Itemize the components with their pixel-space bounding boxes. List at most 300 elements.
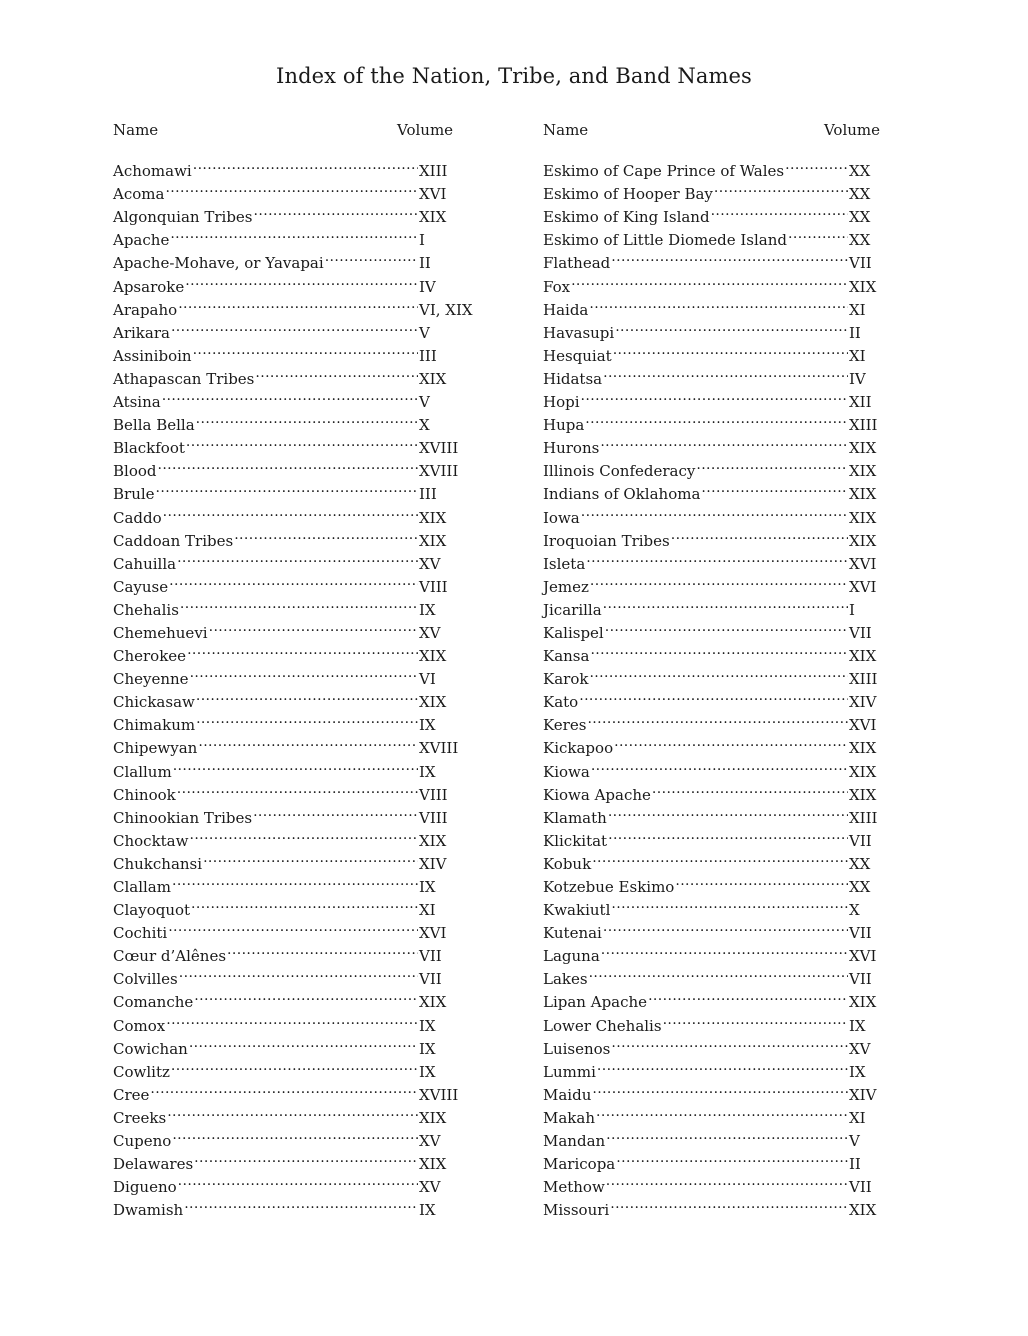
dot-leader (253, 800, 418, 823)
dot-leader (581, 499, 848, 522)
dot-leader (601, 938, 848, 961)
entry-name: Chinook (113, 785, 176, 804)
entry-name: Cahuilla (113, 554, 177, 573)
page-title: Index of the Nation, Tribe, and Band Names (276, 64, 752, 88)
entry-volume: V (419, 323, 430, 342)
dot-leader (711, 199, 848, 222)
dot-leader (675, 869, 848, 892)
entry-name: Eskimo of Hooper Bay (543, 185, 713, 204)
dot-leader (162, 384, 418, 407)
entry-name: Eskimo of Cape Prince of Wales (543, 162, 785, 181)
entry-volume: VII (419, 970, 442, 989)
dot-leader (177, 546, 418, 569)
dot-leader (714, 176, 848, 199)
index-entry (543, 315, 880, 342)
entry-name: Lakes (543, 970, 588, 989)
dot-leader (196, 707, 418, 730)
entry-name: Kiowa Apache (543, 785, 651, 804)
name-column-heading: Name (113, 121, 159, 139)
entry-volume: XX (849, 878, 871, 896)
entry-name: Hurons (543, 439, 600, 458)
dot-leader (701, 476, 848, 499)
name-column-heading: Name (543, 121, 589, 139)
dot-leader (194, 984, 418, 1007)
column-header (113, 121, 473, 141)
dot-leader (156, 476, 418, 499)
entry-name: Apsaroke (113, 277, 185, 296)
dot-leader (590, 569, 848, 592)
entry-name: Kotzebue Eskimo (543, 878, 675, 896)
index-entry (543, 638, 880, 666)
entry-volume: VII (849, 924, 872, 943)
entry-volume: XIII (849, 670, 878, 689)
dot-leader (185, 268, 418, 291)
index-entry (543, 730, 880, 758)
dot-leader (589, 292, 848, 315)
entry-volume: II (419, 254, 431, 273)
entry-name: Caddoan Tribes (113, 531, 234, 550)
entry-name: Arikara (113, 323, 170, 342)
entry-volume: XX (849, 162, 871, 181)
index-entry (543, 499, 880, 527)
entry-name: Chipewyan (113, 739, 198, 758)
entry-volume: XII (849, 393, 872, 412)
entry-name: Kwakiutl (543, 901, 611, 920)
entry-volume: XIX (419, 508, 447, 527)
entry-volume: XIX (849, 531, 877, 550)
dot-leader (614, 730, 848, 753)
entry-name: Comanche (113, 993, 194, 1012)
index-entry (543, 292, 880, 319)
dot-leader (190, 661, 418, 684)
index-entry (543, 846, 880, 873)
dot-leader (587, 707, 848, 730)
entry-volume: XIII (849, 416, 878, 435)
entry-name: Cheyenne (113, 670, 189, 689)
dot-leader (325, 245, 418, 268)
entry-volume: XX (849, 854, 871, 873)
dot-leader (193, 338, 418, 361)
entry-volume: XV (419, 1178, 441, 1197)
entry-volume: I (849, 600, 855, 619)
dot-leader (180, 592, 418, 615)
dot-leader (579, 684, 848, 707)
entry-name: Colvilles (113, 970, 178, 989)
entry-volume: XIX (419, 1155, 447, 1174)
entry-volume: XIX (419, 831, 447, 850)
dot-leader (610, 1192, 848, 1215)
dot-leader (165, 176, 418, 199)
entry-name: Cherokee (113, 647, 187, 666)
dot-leader (254, 199, 418, 222)
dot-leader (171, 315, 418, 338)
entry-volume: IX (849, 1062, 866, 1081)
index-entry (543, 753, 880, 781)
dot-leader (590, 638, 848, 661)
entry-volume: XI (849, 300, 866, 319)
entry-volume: XV (419, 1132, 441, 1151)
entry-name: Assiniboin (113, 346, 192, 365)
entry-name: Klickitat (543, 831, 608, 850)
entry-volume: XI (849, 1108, 866, 1127)
dot-leader (150, 1077, 418, 1100)
entry-name: Cupeno (113, 1132, 172, 1151)
entry-volume: VII (849, 1178, 872, 1197)
dot-leader (189, 1031, 418, 1054)
dot-leader (589, 961, 848, 984)
entry-name: Cowlitz (113, 1062, 170, 1081)
entry-volume: XVIII (419, 1085, 459, 1104)
entry-volume: XVI (849, 947, 877, 966)
entry-name: Cayuse (113, 577, 169, 596)
entry-name: Kato (543, 693, 579, 712)
entry-name: Methow (543, 1178, 605, 1197)
entry-name: Jemez (543, 577, 589, 596)
dot-leader (611, 245, 848, 268)
dot-leader (615, 315, 848, 338)
entry-volume: IV (419, 277, 436, 296)
dot-leader (611, 1031, 848, 1054)
entry-name: Acoma (113, 185, 165, 204)
entry-name: Chehalis (113, 600, 179, 619)
entry-name: Kalispel (543, 623, 604, 642)
entry-volume: VII (849, 970, 872, 989)
entry-name: Eskimo of King Island (543, 208, 710, 227)
index-entry-list (113, 153, 473, 1220)
entry-volume: V (419, 393, 430, 412)
entry-name: Missouri (543, 1201, 610, 1220)
dot-leader (198, 730, 418, 753)
entry-name: Apache (113, 231, 170, 250)
entry-volume: VII (849, 831, 872, 850)
dot-leader (603, 361, 848, 384)
entry-name: Kobuk (543, 854, 592, 873)
entry-volume: VI, XIX (419, 300, 473, 319)
entry-volume: III (419, 346, 437, 365)
dot-leader (178, 1169, 418, 1192)
entry-volume: XX (849, 208, 871, 227)
entry-name: Lower Chehalis (543, 1016, 662, 1035)
volume-column-heading: Volume (397, 121, 454, 139)
entry-name: Clallam (113, 878, 171, 896)
entry-name: Clayoquot (113, 901, 191, 920)
dot-leader (179, 961, 418, 984)
entry-name: Luisenos (543, 1039, 611, 1058)
entry-name: Cochiti (113, 924, 168, 943)
index-entry (543, 546, 880, 573)
dot-leader (169, 569, 418, 592)
dot-leader (613, 338, 848, 361)
entry-volume: XIX (849, 762, 877, 781)
entry-name: Blackfoot (113, 439, 185, 458)
index-entry (543, 707, 880, 735)
entry-name: Hidatsa (543, 369, 603, 388)
entry-name: Dwamish (113, 1201, 184, 1220)
index-column-left (113, 121, 473, 1220)
entry-volume: XIX (849, 647, 877, 666)
entry-name: Lummi (543, 1062, 596, 1081)
entry-volume: XVIII (419, 739, 459, 758)
entry-volume: XIX (419, 993, 447, 1012)
entry-name: Chukchansi (113, 854, 203, 873)
entry-name: Arapaho (113, 300, 178, 319)
index-entry (543, 777, 880, 804)
entry-name: Maricopa (543, 1155, 616, 1174)
entry-volume: I (419, 231, 425, 250)
entry-name: Brule (113, 485, 155, 504)
dot-leader (191, 892, 418, 915)
entry-volume: IX (419, 1062, 436, 1081)
entry-name: Illinois Confederacy (543, 462, 696, 481)
dot-leader (186, 430, 418, 453)
column-header (543, 121, 880, 141)
dot-leader (785, 153, 848, 176)
dot-leader (178, 292, 418, 315)
entry-name: Kiowa (543, 762, 590, 781)
entry-volume: XIX (419, 208, 447, 227)
entry-volume: X (849, 901, 860, 920)
index-entry-list (543, 153, 880, 1220)
entry-name: Chinookian Tribes (113, 808, 253, 827)
entry-volume: XIX (419, 647, 447, 666)
entry-volume: XIX (849, 508, 877, 527)
entry-volume: XI (849, 346, 866, 365)
entry-name: Flathead (543, 254, 611, 273)
entry-volume: XVI (849, 716, 877, 735)
entry-volume: XIX (849, 785, 877, 804)
entry-volume: VII (849, 254, 872, 273)
entry-name: Bella Bella (113, 416, 195, 435)
entry-volume: IX (419, 716, 436, 735)
entry-name: Achomawi (113, 162, 192, 181)
entry-volume: XIV (849, 1085, 877, 1104)
entry-volume: VII (419, 947, 442, 966)
entry-volume: VIII (419, 785, 448, 804)
entry-volume: XVI (419, 924, 447, 943)
dot-leader (671, 523, 848, 546)
dot-leader (585, 407, 848, 430)
dot-leader (663, 1007, 848, 1030)
entry-volume: VII (849, 623, 872, 642)
entry-volume: XIX (419, 531, 447, 550)
entry-volume: XIX (419, 369, 447, 388)
entry-name: Hupa (543, 416, 585, 435)
entry-name: Blood (113, 462, 157, 481)
entry-name: Haida (543, 300, 589, 319)
entry-name: Eskimo of Little Diomede Island (543, 231, 787, 250)
entry-volume: IX (419, 762, 436, 781)
entry-volume: XX (849, 231, 871, 250)
entry-volume: VIII (419, 808, 448, 827)
dot-leader (189, 823, 418, 846)
dot-leader (170, 222, 418, 245)
dot-leader (596, 1100, 848, 1123)
entry-name: Digueno (113, 1178, 177, 1197)
dot-leader (592, 846, 848, 869)
entry-volume: III (419, 485, 437, 504)
entry-volume: XIII (419, 162, 448, 181)
entry-volume: VIII (419, 577, 448, 596)
dot-leader (194, 1146, 418, 1169)
index-entry (543, 384, 880, 412)
entry-volume: XIX (849, 439, 877, 458)
entry-volume: XI (419, 901, 436, 920)
entry-name: Chickasaw (113, 693, 195, 712)
dot-leader (603, 915, 848, 938)
dot-leader (581, 384, 848, 407)
entry-name: Keres (543, 716, 587, 735)
dot-leader (605, 615, 848, 638)
dot-leader (172, 1123, 418, 1146)
entry-name: Iroquoian Tribes (543, 531, 670, 550)
index-entry (543, 869, 880, 896)
entry-volume: XIV (419, 854, 447, 873)
entry-volume: XVIII (419, 462, 459, 481)
dot-leader (163, 499, 418, 522)
entry-volume: IX (419, 1016, 436, 1035)
dot-leader (193, 153, 418, 176)
dot-leader (196, 407, 418, 430)
dot-leader (586, 546, 848, 569)
dot-leader (696, 453, 848, 476)
index-entry (113, 153, 473, 181)
dot-leader (187, 638, 418, 661)
index-entry (543, 268, 880, 296)
entry-name: Comox (113, 1016, 166, 1035)
entry-name: Caddo (113, 508, 162, 527)
entry-name: Laguna (543, 947, 600, 966)
entry-name: Cree (113, 1085, 150, 1104)
dot-leader (788, 222, 848, 245)
dot-leader (173, 753, 418, 776)
index-entry (543, 1077, 880, 1104)
index-entry (543, 592, 880, 619)
entry-name: Hesquiat (543, 346, 612, 365)
entry-volume: IX (419, 878, 436, 896)
volume-column-heading: Volume (823, 121, 880, 139)
entry-name: Indians of Oklahoma (543, 485, 701, 504)
index-entry (543, 1100, 880, 1127)
index-entry (543, 523, 880, 550)
entry-volume: XIX (849, 739, 877, 758)
dot-leader (196, 684, 418, 707)
dot-leader (168, 915, 418, 938)
entry-name: Isleta (543, 554, 586, 573)
dot-leader (616, 1146, 848, 1169)
dot-leader (608, 800, 848, 823)
entry-volume: II (849, 1155, 861, 1174)
entry-name: Karok (543, 670, 589, 689)
entry-volume: XIX (419, 693, 447, 712)
entry-name: Iowa (543, 508, 580, 527)
entry-name: Athapascan Tribes (113, 369, 255, 388)
entry-name: Apache-Mohave, or Yavapai (113, 254, 324, 273)
dot-leader (184, 1192, 418, 1215)
entry-volume: XV (419, 623, 441, 642)
entry-name: Mandan (543, 1132, 606, 1151)
entry-volume: XIX (849, 485, 877, 504)
dot-leader (172, 869, 418, 892)
index-entry (543, 153, 880, 181)
entry-volume: X (419, 416, 430, 435)
dot-leader (177, 777, 418, 800)
entry-name: Kutenai (543, 924, 602, 943)
entry-volume: IX (419, 600, 436, 619)
dot-leader (589, 661, 848, 684)
entry-name: Kickapoo (543, 739, 614, 758)
entry-name: Maidu (543, 1085, 592, 1104)
dot-leader (255, 361, 418, 384)
index-entry (543, 984, 880, 1012)
entry-name: Delawares (113, 1155, 194, 1174)
dot-leader (600, 430, 848, 453)
entry-volume: IX (419, 1201, 436, 1220)
entry-name: Fox (543, 277, 571, 296)
entry-volume: IX (849, 1016, 866, 1035)
dot-leader (606, 1169, 848, 1192)
entry-name: Clallum (113, 762, 172, 781)
entry-volume: IV (849, 369, 866, 388)
dot-leader (571, 268, 848, 291)
entry-volume: XIX (849, 993, 877, 1012)
dot-leader (591, 753, 848, 776)
index-entry (543, 569, 880, 596)
dot-leader (234, 523, 418, 546)
entry-volume: XIX (849, 462, 877, 481)
entry-name: Kansa (543, 647, 590, 666)
entry-volume: V (849, 1132, 860, 1151)
entry-name: Makah (543, 1108, 595, 1127)
entry-volume: XVI (849, 577, 877, 596)
entry-name: Jicarilla (543, 600, 602, 619)
entry-volume: XIII (849, 808, 878, 827)
dot-leader (157, 453, 418, 476)
dot-leader (648, 984, 848, 1007)
entry-name: Chimakum (113, 716, 196, 735)
dot-leader (592, 1077, 848, 1100)
dot-leader (203, 846, 418, 869)
dot-leader (166, 1007, 418, 1030)
index-entry (543, 430, 880, 458)
dot-leader (606, 1123, 848, 1146)
entry-volume: XIX (849, 277, 877, 296)
dot-leader (611, 892, 848, 915)
index-entry (543, 684, 880, 712)
dot-leader (652, 777, 848, 800)
entry-volume: IX (419, 1039, 436, 1058)
entry-name: Hopi (543, 393, 580, 412)
entry-name: Cœur d’Alênes (113, 947, 227, 966)
index-entry (543, 961, 880, 989)
entry-name: Chemehuevi (113, 623, 208, 642)
entry-name: Algonquian Tribes (113, 208, 253, 227)
entry-volume: XX (849, 185, 871, 204)
entry-volume: XVI (849, 554, 877, 573)
entry-name: Creeks (113, 1108, 167, 1127)
entry-name: Chocktaw (113, 831, 189, 850)
dot-leader (171, 1054, 418, 1077)
entry-name: Havasupi (543, 323, 615, 342)
entry-volume: XIV (849, 693, 877, 712)
entry-volume: II (849, 323, 861, 342)
dot-leader (167, 1100, 418, 1123)
dot-leader (603, 592, 848, 615)
dot-leader (209, 615, 418, 638)
entry-name: Atsina (113, 393, 161, 412)
entry-volume: XV (849, 1039, 871, 1058)
index-entry (543, 661, 880, 689)
entry-volume: XIX (849, 1201, 877, 1220)
